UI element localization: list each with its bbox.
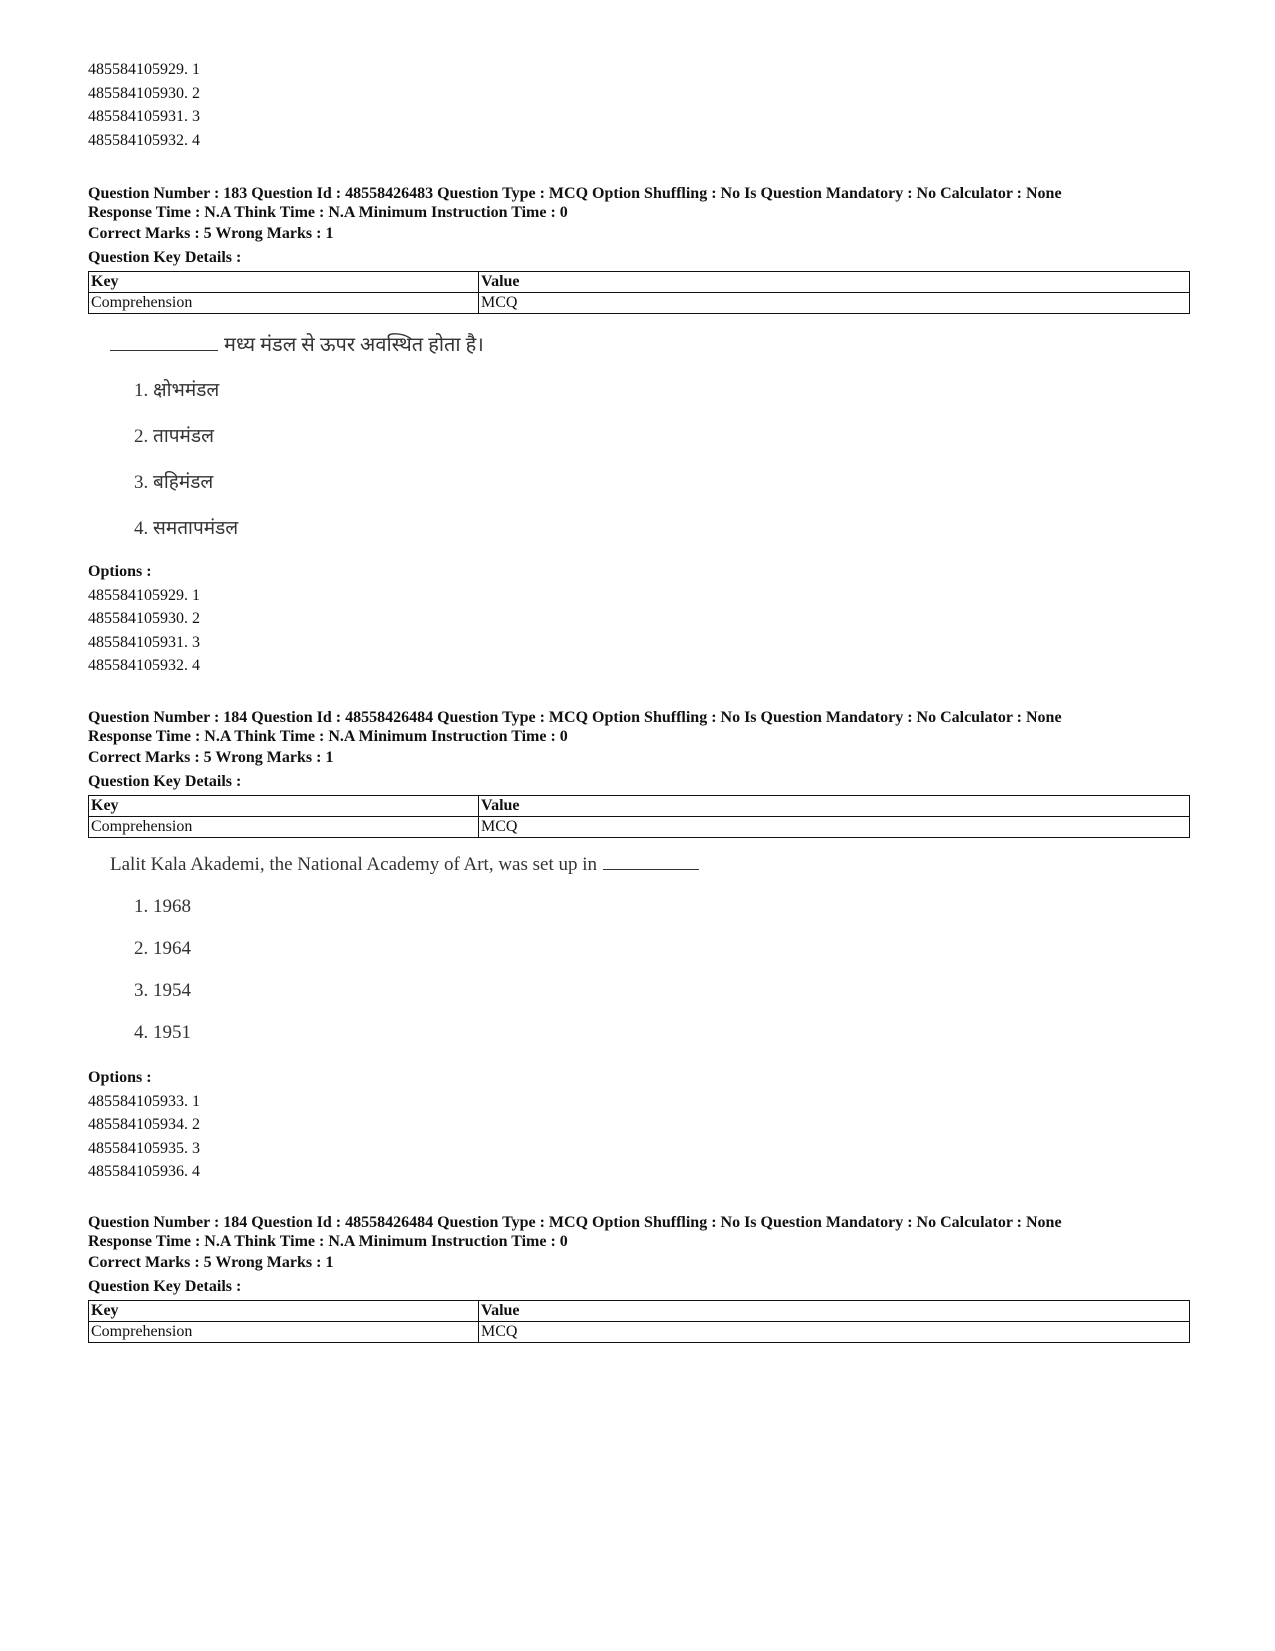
question-header-line: Question Number : 183 Question Id : 48558426483 Question Type : MCQ Option Shuffling : No Is Question Mandatory : No Calculator : None — [88, 185, 1062, 202]
question-text-content: मध्य मंडल से ऊपर अवस्थित होता है। — [224, 334, 484, 356]
table-cell-key: Comprehension — [89, 293, 479, 314]
table-header-key: Key — [89, 1301, 479, 1322]
table-header-key: Key — [89, 272, 479, 293]
table-row — [89, 293, 1190, 314]
question-184-body — [110, 852, 699, 1046]
table-header-key: Key — [89, 796, 479, 817]
table-row — [89, 817, 1190, 838]
table-row — [89, 796, 1190, 817]
options-label: Options : — [88, 563, 152, 580]
choice-item: 1. क्षोभमंडल — [134, 380, 220, 401]
question-183-header — [88, 184, 1190, 314]
choice-item: 4. समतापमंडल — [134, 518, 239, 539]
option-line: 485584105931. 3 — [88, 108, 200, 125]
choice-item: 4. 1951 — [134, 1022, 191, 1043]
option-line: 485584105931. 3 — [88, 633, 200, 651]
question-marks: Correct Marks : 5 Wrong Marks : 1 — [88, 749, 334, 766]
question-text — [110, 332, 484, 358]
question-key-details-label: Question Key Details : — [88, 772, 242, 790]
question-key-table — [88, 1300, 1190, 1343]
table-row — [89, 1322, 1190, 1343]
table-cell-value: MCQ — [479, 1322, 1190, 1343]
option-line: 485584105933. 1 — [88, 1092, 200, 1110]
question-marks: Correct Marks : 5 Wrong Marks : 1 — [88, 1254, 334, 1271]
choice-item: 1. 1968 — [134, 896, 191, 917]
table-cell-key: Comprehension — [89, 817, 479, 838]
option-line: 485584105929. 1 — [88, 61, 200, 78]
question-text — [110, 852, 699, 878]
table-cell-value: MCQ — [479, 817, 1190, 838]
table-cell-key: Comprehension — [89, 1322, 479, 1343]
question-header-line: Question Number : 184 Question Id : 48558426484 Question Type : MCQ Option Shuffling : No Is Question Mandatory : No Calculator : None — [88, 709, 1062, 726]
question-184-options — [88, 1066, 1190, 1184]
choice-item: 2. 1964 — [134, 938, 191, 959]
option-line: 485584105930. 2 — [88, 84, 200, 102]
choice-item: 3. 1954 — [134, 980, 191, 1001]
option-line: 485584105930. 2 — [88, 610, 200, 627]
options-label: Options : — [88, 1069, 152, 1086]
question-marks: Correct Marks : 5 Wrong Marks : 1 — [88, 225, 334, 242]
table-header-value: Value — [479, 796, 1190, 817]
question-key-details-label: Question Key Details : — [88, 1277, 242, 1295]
question-header-line: Question Number : 184 Question Id : 48558426484 Question Type : MCQ Option Shuffling : No Is Question Mandatory : No Calculator : None — [88, 1214, 1062, 1231]
choice-item: 2. तापमंडल — [134, 426, 214, 447]
question-184-repeat-header — [88, 1213, 1190, 1343]
table-row — [89, 1301, 1190, 1322]
table-row — [89, 272, 1190, 293]
answer-blank — [110, 332, 218, 351]
question-timing-line: Response Time : N.A Think Time : N.A Minimum Instruction Time : 0 — [88, 728, 568, 745]
question-184-header — [88, 708, 1190, 838]
option-line: 485584105934. 2 — [88, 1116, 200, 1133]
choice-item: 3. बहिमंडल — [134, 472, 214, 493]
option-line: 485584105936. 4 — [88, 1163, 200, 1180]
table-header-value: Value — [479, 1301, 1190, 1322]
option-line: 485584105932. 4 — [88, 657, 200, 674]
table-cell-value: MCQ — [479, 293, 1190, 314]
table-header-value: Value — [479, 272, 1190, 293]
question-timing-line: Response Time : N.A Think Time : N.A Minimum Instruction Time : 0 — [88, 204, 568, 221]
question-timing-line: Response Time : N.A Think Time : N.A Minimum Instruction Time : 0 — [88, 1233, 568, 1250]
question-183-options — [88, 560, 1190, 678]
top-options-list — [88, 58, 1190, 152]
option-line: 485584105935. 3 — [88, 1139, 200, 1157]
question-183-body — [110, 332, 484, 542]
question-key-table — [88, 271, 1190, 314]
question-key-details-label: Question Key Details : — [88, 248, 242, 266]
question-key-table — [88, 795, 1190, 838]
option-line: 485584105929. 1 — [88, 586, 200, 604]
question-text-content: Lalit Kala Akademi, the National Academy of Art, was set up in — [110, 854, 598, 875]
answer-blank — [603, 853, 699, 870]
option-line: 485584105932. 4 — [88, 131, 200, 149]
